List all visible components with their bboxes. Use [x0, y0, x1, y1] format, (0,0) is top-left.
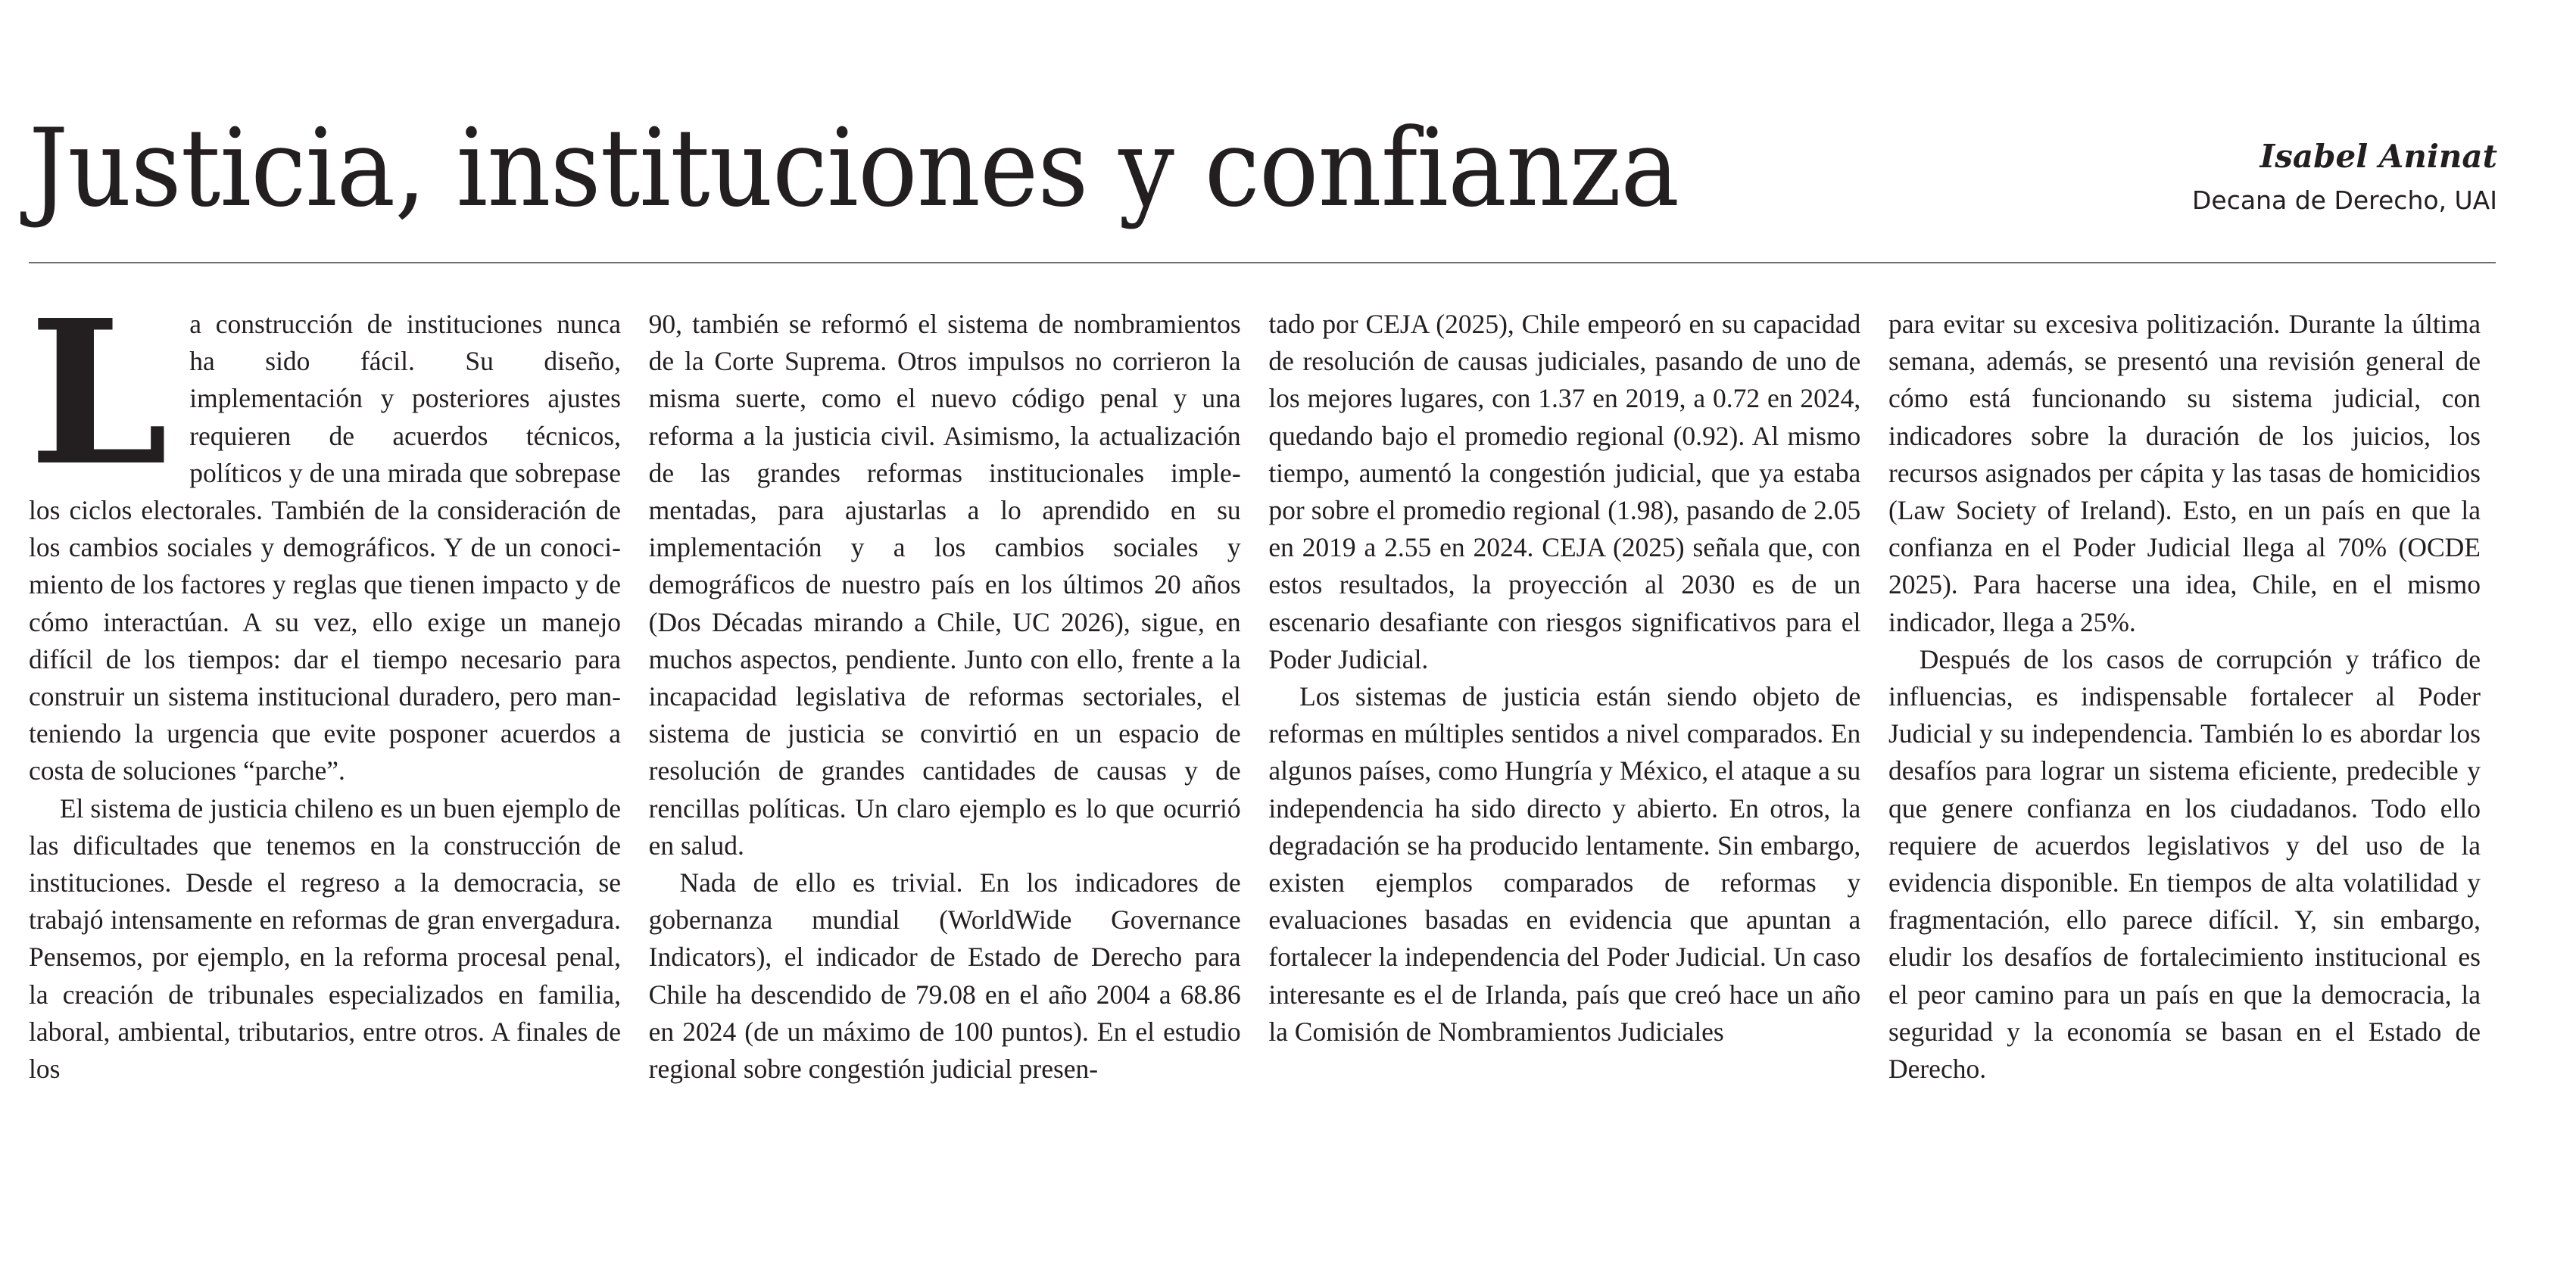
- paragraph-continued: 90, también se reformó el sistema de nombramientos de la Corte Suprema. Otros impulsos no corrieron la misma suerte, como el nuevo código penal y una reforma a la justicia civil. Asimismo, la actualización de las grandes reformas institucionales implementadas, para ajustarlas a lo aprendido en su implementación y a los cambios sociales y demográficos de nuestro país en los últimos 20 años (Dos Décadas mirando a Chile, UC 2026), sigue, en muchos aspectos, pendiente. Junto con ello, frente a la incapacidad legislativa de reformas sectoriales, el sistema de justicia se convirtió en un espacio de resolución de grandes cantidades de causas y de rencillas políticas. Un claro ejemplo es lo que ocurrió en salud.: [648, 309, 1241, 861]
- drop-cap: L: [29, 306, 169, 509]
- paragraph: El sistema de justicia chileno es un buen ejemplo de las dificultades que tenemos en la construcción de instituciones. Desde el regreso a la democracia, se trabajó intensamente en reformas de gran envergadura. Pensemos, por ejemplo, en la reforma procesal penal, la creación de tribunales especializados en familia, laboral, ambiental, tributarios, entre otros. A finales de los: [29, 792, 621, 1085]
- author-role: Decana de Derecho, UAI: [2192, 185, 2497, 216]
- paragraph: [29, 306, 621, 790]
- article-column-2: [649, 306, 1241, 1226]
- paragraph: Nada de ello es trivial. En los indicadores de gobernanza mundial (WorldWide Governance Indicators), el indicador de Estado de Derecho para Chile ha descendido de 79.08 en el año 2004 a 68.86 en 2024 (de un máximo de 100 puntos). En el estudio regional sobre congestión judicial presen-: [648, 867, 1241, 1085]
- paragraph-continued: para evitar su excesiva politización. Durante la última semana, además, se presentó una revisión general de cómo está funcionando su sistema judicial, con indicadores sobre la duración de los juicios, los recursos asignados per cápita y las tasas de homicidios (Law Society of Ireland). Esto, en un país en que la confianza en el Poder Judicial llega al 70% (OCDE 2025). Para hacerse una idea, Chile, en el mismo indicador, llega a 25%.: [1888, 309, 2481, 637]
- paragraph: Después de los casos de corrupción y tráfico de influencias, es indispensable fortalecer al Poder Judicial y su independencia. También lo es abordar los desafíos para lograr un sistema eficiente, predecible y que genere confianza en los ciudadanos. Todo ello requiere de acuerdos legislativos y del uso de la evidencia disponible. En tiempos de alta volatilidad y fragmentación, ello parece difícil. Y, sin embargo, eludir los desafíos de fortalecimiento institucional es el peor camino para un país en que la democracia, la seguridad y la economía se basan en el Estado de Derecho.: [1888, 643, 2481, 1085]
- headline-divider: [29, 262, 2496, 263]
- article-column-4: [1888, 306, 2481, 1226]
- paragraph: Los sistemas de justicia están siendo objeto de reformas en múltiples sentidos a nivel comparados. En algunos países, como Hungría y México, el ataque a su independencia ha sido directo y abierto. En otros, la degradación se ha producido lentamente. Sin embargo, existen ejemplos comparados de reformas y evaluaciones basadas en evidencia que apuntan a fortalecer la independencia del Poder Judicial. Un caso interesante es el de Irlanda, país que creó hace un año la Comisión de Nombramientos Judiciales: [1268, 681, 1861, 1047]
- paragraph-continued: tado por CEJA (2025), Chile empeoró en su capacidad de resolución de causas judiciales, pasando de uno de los mejores lugares, con 1.37 en 2019, a 0.72 en 2024, quedando bajo el promedio regional (0.92). Al mismo tiempo, aumentó la congestión judicial, que ya estaba por sobre el promedio regional (1.98), pasando de 2.05 en 2019 a 2.55 en 2024. CEJA (2025) señala que, con estos resultados, la proyección al 2030 es de un escenario desafiante con riesgos significativos para el Poder Judicial.: [1268, 309, 1861, 674]
- article-column-1: [29, 306, 621, 1226]
- article-headline: Justicia, instituciones y confianza: [29, 106, 1679, 231]
- article-body: [29, 306, 2481, 1226]
- byline: [2192, 138, 2497, 219]
- paragraph-text: a construcción de instituciones nunca ha sido fácil. Su diseño, implementación y posteriores ajustes requieren de acuerdos técnicos, políticos y de una mirada que sobrepase los ciclos electorales. También de la consideración de los cambios sociales y demográficos. Y de un conocimiento de los factores y reglas que tienen impacto y de cómo interactúan. A su vez, ello exige un manejo difícil de los tiempos: dar el tiempo necesario para construir un sistema institucional duradero, pero manteniendo la urgencia que evite posponer acuerdos a costa de soluciones “parche”.: [29, 309, 621, 786]
- author-name: Isabel Aninat: [2259, 138, 2497, 175]
- article-column-3: [1268, 306, 1860, 1226]
